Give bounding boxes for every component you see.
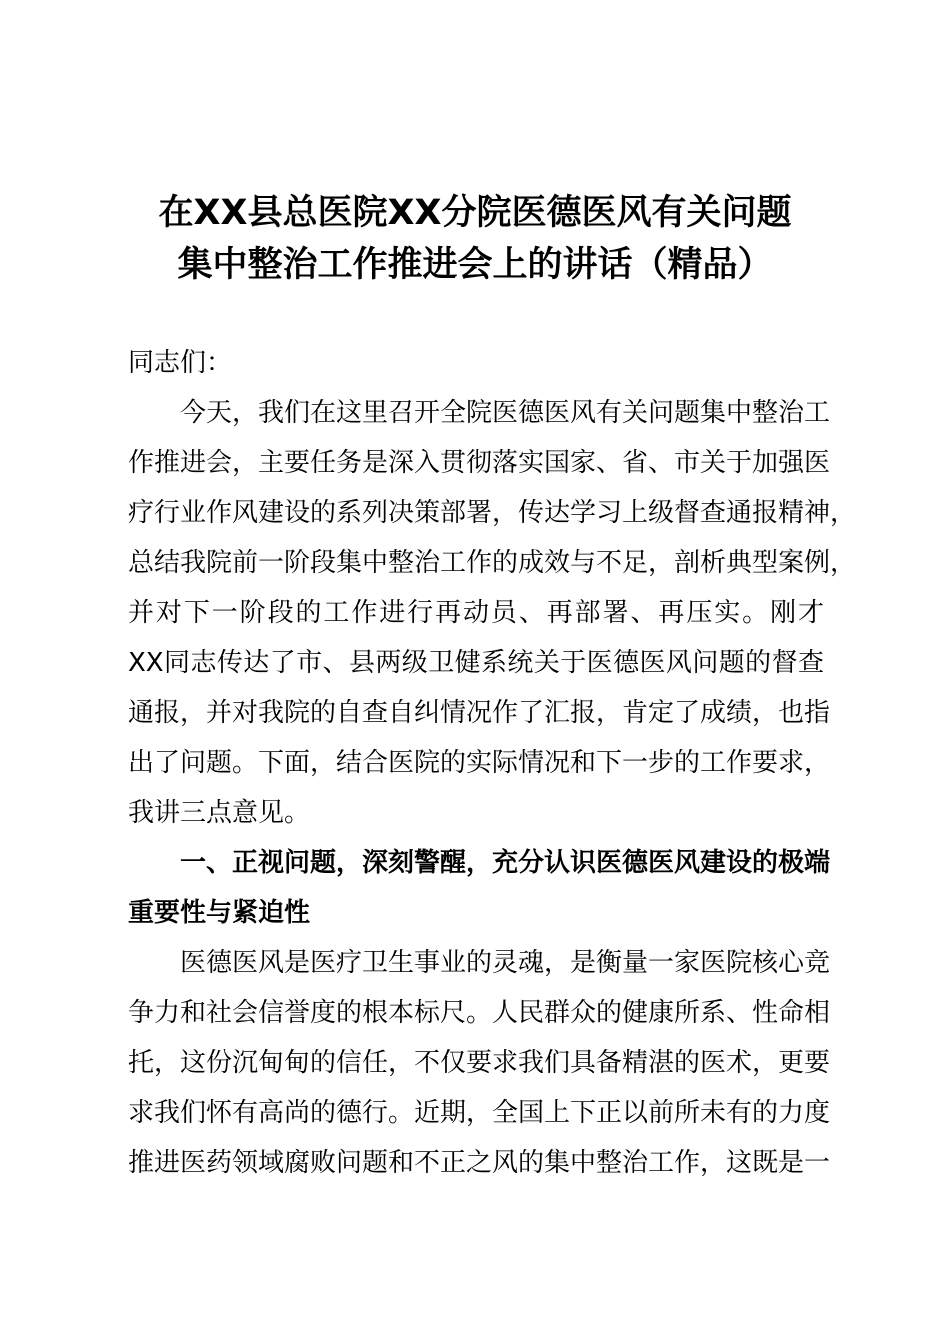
paragraph-line: 并对下一阶段的工作进行再动员、再部署、再压实。刚才 [128,598,824,628]
paragraph-line: 出了问题。下面，结合医院的实际情况和下一步的工作要求， [128,748,831,778]
section-heading: 重要性与紧迫性 [128,898,311,928]
paragraph-line: XX同志传达了市、县两级卫健系统关于医德医风问题的督查 [128,648,824,678]
section-heading: 一、正视问题，深刻警醒，充分认识医德医风建设的极端 [180,848,831,878]
paragraph-line: 推进医药领域腐败问题和不正之风的集中整治工作，这既是一 [128,1148,831,1178]
paragraph-line: 争力和社会信誉度的根本标尺。人民群众的健康所系、性命相 [128,998,831,1028]
paragraph-line: 我讲三点意见。 [128,798,311,828]
paragraph-line: 求我们怀有高尚的德行。近期，全国上下正以前所未有的力度 [128,1098,831,1128]
paragraph-line: 托，这份沉甸甸的信任，不仅要求我们具备精湛的医术，更要 [128,1048,831,1078]
paragraph-line: 作推进会，主要任务是深入贯彻落实国家、省、市关于加强医 [128,448,831,478]
paragraph-line: 通报，并对我院的自查自纠情况作了汇报，肯定了成绩，也指 [128,698,831,728]
salutation: 同志们： [128,348,233,378]
document-title-line-2: 集中整治工作推进会上的讲话（精品） [177,245,773,285]
paragraph-line: 今天，我们在这里召开全院医德医风有关问题集中整治工 [180,398,831,428]
paragraph-line: 医德医风是医疗卫生事业的灵魂，是衡量一家医院核心竞 [180,948,831,978]
document-title-line-1: 在XX县总医院XX分院医德医风有关问题 [158,193,792,233]
paragraph-line: 疗行业作风建设的系列决策部署，传达学习上级督查通报精神， [128,498,857,528]
document-body [128,338,857,1188]
paragraph-line: 总结我院前一阶段集中整治工作的成效与不足，剖析典型案例， [128,548,857,578]
